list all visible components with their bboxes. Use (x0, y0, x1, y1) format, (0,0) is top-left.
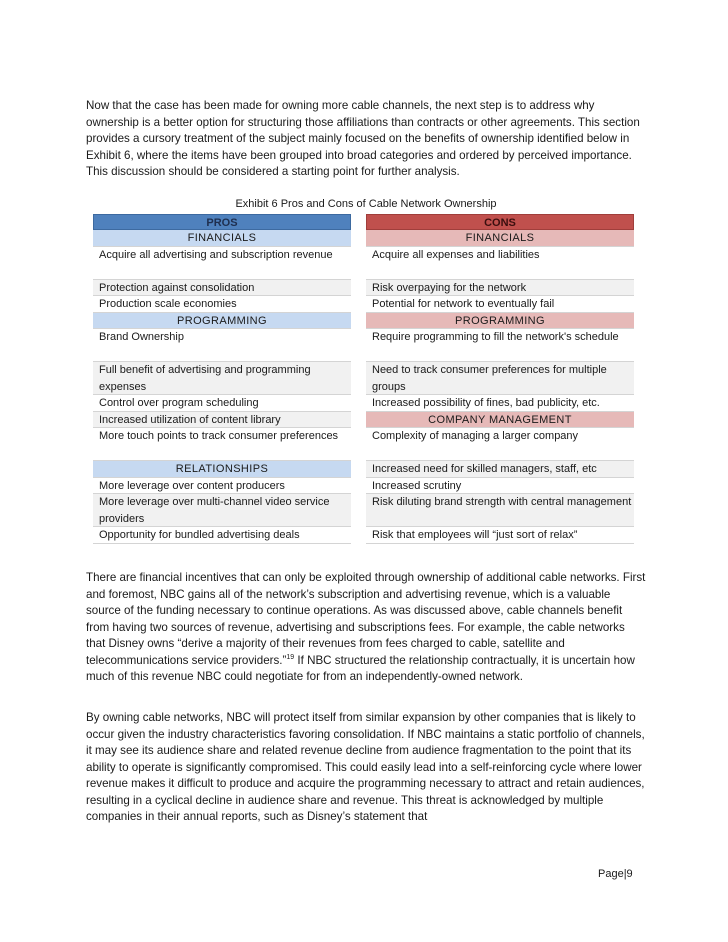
cons-item: Acquire all expenses and liabilities (366, 247, 634, 280)
pros-item: Increased utilization of content library (93, 412, 351, 429)
cons-item: Complexity of managing a larger company (366, 428, 634, 461)
exhibit-caption: Exhibit 6 Pros and Cons of Cable Network Ownership (235, 198, 497, 210)
cons-category-header: PROGRAMMING (366, 313, 634, 330)
cons-item: Risk diluting brand strength with central management (366, 494, 634, 527)
pros-header: PROS (93, 214, 351, 230)
cons-item: Risk that employees will “just sort of relax” (366, 527, 634, 544)
pros-item: More leverage over content producers (93, 478, 351, 495)
pros-item: Brand Ownership (93, 329, 351, 362)
financial-incentives-paragraph (86, 570, 646, 686)
pros-column (93, 214, 351, 544)
pros-item: More leverage over multi-channel video service providers (93, 494, 351, 527)
cons-category-header: FINANCIALS (366, 230, 634, 247)
cons-category-header: COMPANY MANAGEMENT (366, 412, 634, 429)
cons-item: Need to track consumer preferences for multiple groups (366, 362, 634, 395)
cons-item: Increased scrutiny (366, 478, 634, 495)
pros-item: Control over program scheduling (93, 395, 351, 412)
intro-paragraph: Now that the case has been made for owning more cable channels, the next step is to address why ownership is a better option for structuring those affiliations than contracts or other agreements. This section provides a cursory treatment of the subject mainly focused on the benefits of ownership identified below in Exhibit 6, where the items have been grouped into broad categories and ordered by perceived importance. This discussion should be considered a starting point for further analysis. (86, 99, 640, 178)
pros-category-header: FINANCIALS (93, 230, 351, 247)
cons-item: Increased need for skilled managers, staff, etc (366, 461, 634, 478)
protection-paragraph: By owning cable networks, NBC will protect itself from similar expansion by other companies that is likely to occur given the industry characteristics favoring consolidation. If NBC maintains a static portfolio of channels, it may see its audience share and related revenue decline from audience fragmentation to the point that its ability to operate is significantly compromised. This could easily lead into a self-reinforcing cycle where lower revenue makes it difficult to produce and acquire the programming necessary to attract and retain audiences, resulting in a cyclical decline in audience share and revenue. This threat is acknowledged by multiple companies in their annual reports, such as Disney’s statement that (86, 711, 645, 823)
cons-column (366, 214, 634, 544)
pros-item: Production scale economies (93, 296, 351, 313)
cons-header: CONS (366, 214, 634, 230)
footnote-marker: 19 (286, 653, 295, 661)
paragraph-text: There are financial incentives that can only be exploited through ownership of additional cable networks. First and foremost, NBC gains all of the network’s subscription and advertising revenue, which is a valuable source of the funding necessary to continue operations. As was discussed above, cable channels benefit from having two sources of revenue, advertising and subscriptions fees. For example, the cable networks that Disney owns “derive a majority of their revenues from fees charged to cable, satellite and telecommunications service providers.” (86, 571, 646, 667)
cons-item: Require programming to fill the network's schedule (366, 329, 634, 362)
pros-item: Acquire all advertising and subscription revenue (93, 247, 351, 280)
cons-item: Potential for network to eventually fail (366, 296, 634, 313)
pros-category-header: PROGRAMMING (93, 313, 351, 330)
pros-item: More touch points to track consumer preferences (93, 428, 351, 461)
pros-item: Full benefit of advertising and programming expenses (93, 362, 351, 395)
pros-category-header: RELATIONSHIPS (93, 461, 351, 478)
cons-item: Risk overpaying for the network (366, 280, 634, 297)
page-number: Page|9 (598, 868, 633, 880)
paragraph-text-continued: If NBC structured the relationship contractually, it is uncertain how much of this revenue NBC could negotiate for from an independently-owned network. (86, 653, 635, 683)
cons-item: Increased possibility of fines, bad publicity, etc. (366, 395, 634, 412)
pros-item: Opportunity for bundled advertising deals (93, 527, 351, 544)
pros-item: Protection against consolidation (93, 280, 351, 297)
